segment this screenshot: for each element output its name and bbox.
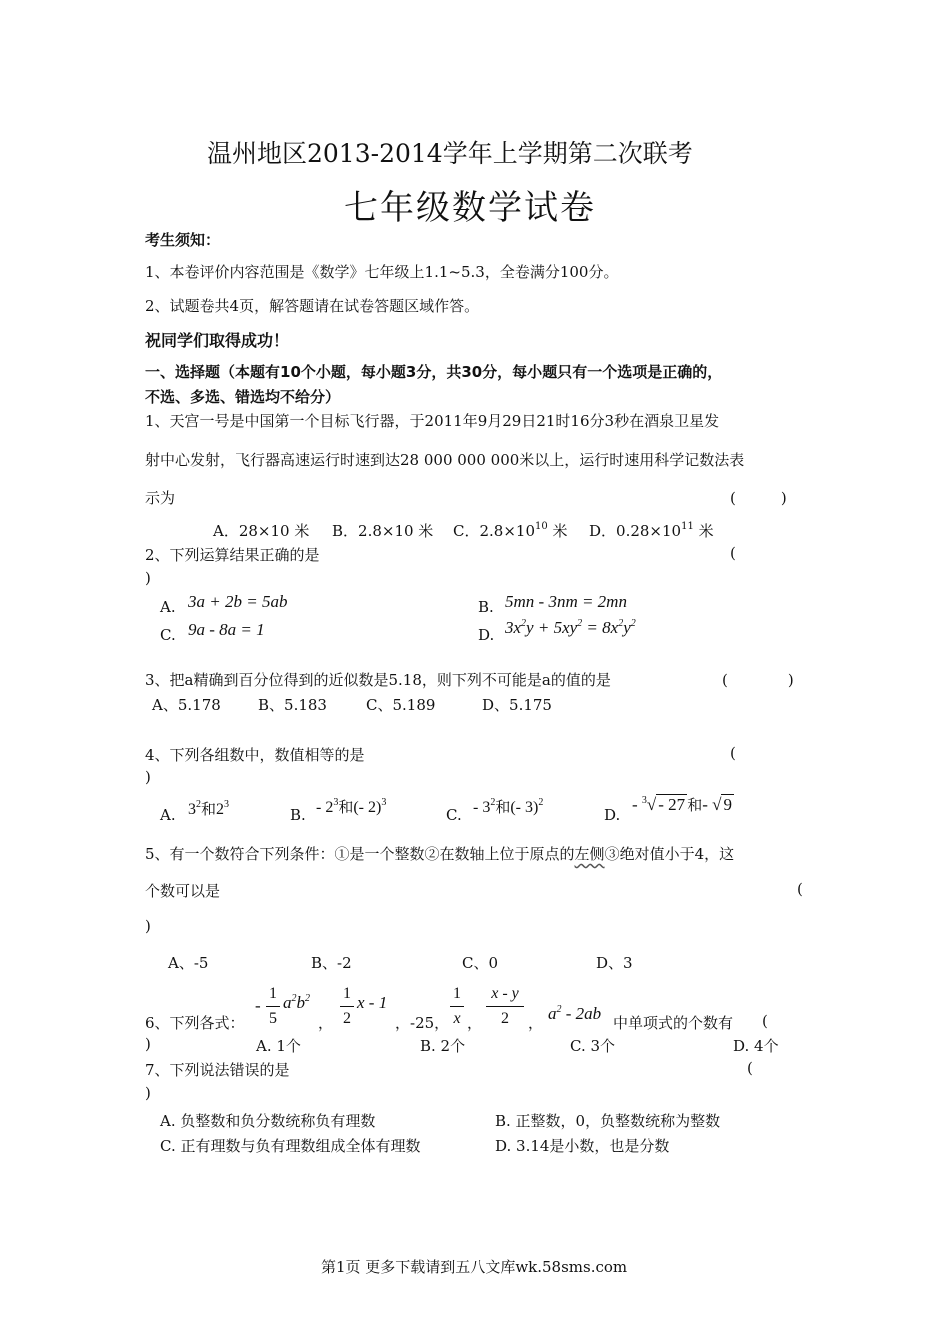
question-5-option-d: D、3: [596, 954, 633, 972]
question-5-option-a: A、-5: [168, 954, 209, 972]
question-1-option-b: B．2.8×10 米: [332, 522, 434, 540]
question-2-option-a-label: A.: [160, 598, 176, 616]
question-5-option-b: B、-2: [311, 954, 352, 972]
question-7-paren-close: ): [145, 1084, 151, 1102]
question-4-option-c-label: C.: [446, 806, 462, 824]
question-4-paren-open: (: [730, 744, 736, 762]
question-4-option-b-expr: - $2^3$和(- 2)$^3$: [316, 797, 387, 816]
question-2-stem: 2、下列运算结果正确的是: [145, 546, 320, 564]
question-7-option-b: B. 正整数，0，负整数统称为整数: [495, 1112, 721, 1130]
question-7-option-c: C. 正有理数与负有理数组成全体有理数: [160, 1137, 421, 1155]
question-1-answer-paren: ( ): [730, 489, 787, 507]
question-6-option-d: D. 4个: [733, 1037, 779, 1055]
question-5-line1: 5、有一个数符合下列条件：①是一个整数②在数轴上位于原点的左侧③绝对值小于4，这: [145, 845, 735, 863]
question-2-option-a-expr: 3a + 2b = 5ab: [188, 592, 288, 611]
question-5-paren-close: ): [145, 917, 151, 935]
question-4-option-b-label: B.: [290, 806, 306, 824]
question-3-option-c: C、5.189: [366, 696, 436, 714]
question-3-option-a: A、5.178: [152, 696, 221, 714]
question-5-option-c: C、0: [462, 954, 499, 972]
question-3-option-d: D、5.175: [482, 696, 552, 714]
question-4-option-a-expr: $3^2$和$2^3$: [188, 799, 230, 818]
question-2-paren-close: ): [145, 569, 151, 587]
question-2-option-c-expr: 9a - 8a = 1: [188, 620, 265, 639]
question-5-paren-open: (: [797, 880, 803, 898]
question-2-option-b-expr: 5mn - 3nm = 2mn: [505, 592, 627, 611]
question-6-comma-2: ，: [467, 1014, 483, 1032]
question-4-option-c-expr: - $3^2$和(- 3)$^2$: [473, 797, 544, 816]
question-1-option-a: A．28×10 米: [213, 522, 310, 540]
question-2-option-d-label: D.: [478, 626, 495, 644]
question-6-comma-3: ，: [528, 1014, 544, 1032]
question-6-option-c: C. 3个: [570, 1037, 616, 1055]
question-2-option-c-label: C.: [160, 626, 176, 644]
question-1-line1: 1、天宫一号是中国第一个目标飞行器，于2011年9月29日21时16分3秒在酒泉卫星发: [145, 412, 720, 430]
question-4-paren-close: ): [145, 768, 151, 786]
section-heading-line2: 不选、多选、错选均不给分）: [145, 388, 341, 406]
question-4-option-d-expr: - $^3$√ - 27 和- √ 9: [632, 795, 732, 814]
question-6-option-a: A. 1个: [256, 1037, 301, 1055]
question-4-option-a-label: A.: [160, 806, 176, 824]
question-6-option-b: B. 2个: [420, 1037, 466, 1055]
question-6-comma-1: ，: [318, 1014, 334, 1032]
question-6-expr1-sign: -: [255, 996, 261, 1015]
section-heading-line1: 一、选择题（本题有10个小题，每小题3分，共30分，每小题只有一个选项是正确的，: [145, 363, 723, 381]
exam-region-title: 温州地区2013-2014学年上学期第二次联考: [207, 139, 693, 168]
question-6-paren-open: (: [762, 1012, 768, 1030]
question-6-expr2-fraction: 1 2: [340, 984, 354, 1029]
question-4-stem: 4、下列各组数中，数值相等的是: [145, 746, 365, 764]
question-6-expr3-fraction: 1 x: [450, 984, 464, 1029]
question-1-option-c: C．$2.8\times 10^{10}$ 米: [453, 521, 568, 540]
question-7-stem: 7、下列说法错误的是: [145, 1061, 290, 1079]
good-luck-message: 祝同学们取得成功！: [145, 331, 290, 350]
question-2-option-d-expr: $3x^2y + 5xy^2 = 8x^2y^2$: [505, 618, 636, 637]
question-3-answer-paren: ( ): [722, 671, 794, 689]
question-7-option-a: A. 负整数和负分数统称负有理数: [160, 1112, 376, 1130]
exam-title: 七年级数学试卷: [344, 188, 596, 228]
question-2-paren-open: (: [730, 544, 736, 562]
question-4-option-d-label: D.: [604, 806, 621, 824]
question-6-expr1-fraction: 1 5: [266, 984, 280, 1029]
question-6-paren-close: ): [145, 1035, 151, 1053]
question-1-line3: 示为: [145, 489, 176, 507]
notice-item-1: 1、本卷评价内容范围是《数学》七年级上1.1~5.3，全卷满分100分。: [145, 263, 619, 281]
question-6-expr4-fraction: x - y 2: [486, 984, 524, 1029]
page-footer: 第1页 更多下载请到五八文库wk.58sms.com: [321, 1258, 628, 1276]
question-3-option-b: B、5.183: [258, 696, 327, 714]
notice-item-2: 2、试题卷共4页，解答题请在试卷答题区域作答。: [145, 297, 480, 315]
question-3-stem: 3、把a精确到百分位得到的近似数是5.18，则下列不可能是a的值的是: [145, 671, 611, 689]
question-1-option-d: D．$0.28\times 10^{11}$ 米: [589, 521, 714, 540]
question-6-expr2-vars: x - 1: [357, 993, 388, 1012]
question-7-paren-open: (: [747, 1059, 753, 1077]
left-side-emphasis: 左侧: [574, 845, 605, 863]
notice-heading: 考生须知：: [145, 231, 221, 249]
question-6-tail: 中单项式的个数有: [613, 1014, 734, 1032]
question-1-line2: 射中心发射，飞行器高速运行时速到达28 000 000 000米以上，运行时速用科学记数法表: [145, 451, 745, 469]
question-7-option-d: D. 3.14是小数，也是分数: [495, 1137, 670, 1155]
question-6-expr5: $a^2 - 2ab$: [548, 1004, 602, 1023]
question-6-stem: 6、下列各式：: [145, 1014, 245, 1032]
question-5-line2: 个数可以是: [145, 882, 221, 900]
question-6-middle-text: ，-25，: [395, 1014, 450, 1032]
question-6-expr1-vars: $a^2b^2$: [283, 993, 310, 1012]
question-2-option-b-label: B.: [478, 598, 494, 616]
